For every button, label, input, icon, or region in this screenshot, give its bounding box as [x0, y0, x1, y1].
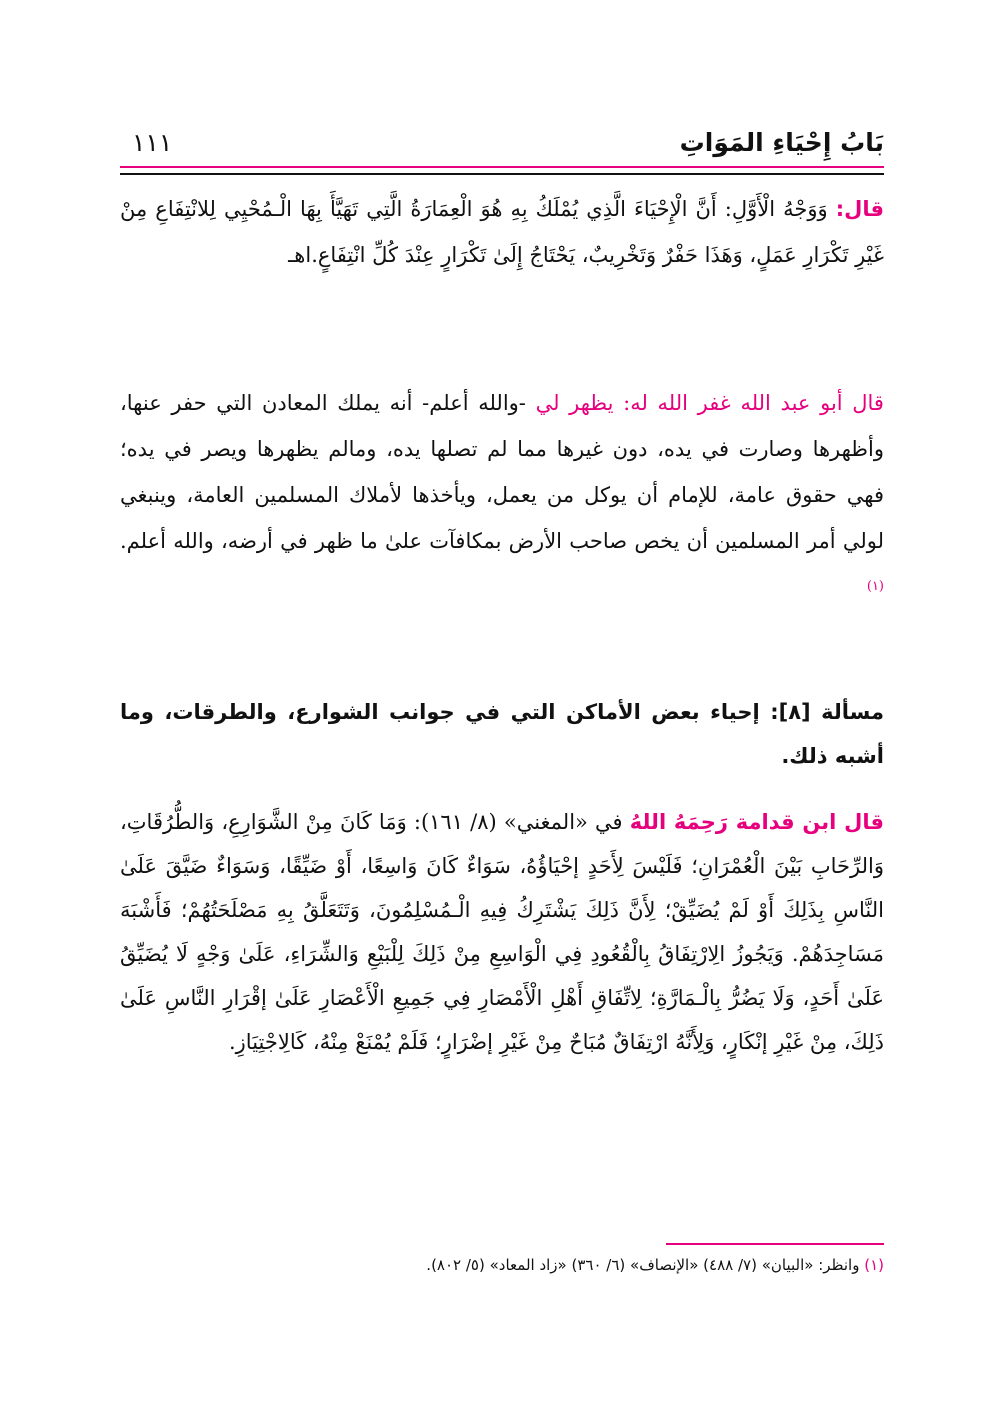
footnote-separator — [666, 1243, 884, 1245]
quote-source-label: قال ابن قدامة رَحِمَهُ اللهُ — [629, 810, 884, 834]
header-rule-black — [120, 173, 884, 175]
chapter-title: بَابُ إِحْيَاءِ المَوَاتِ — [679, 128, 884, 157]
page-header — [120, 122, 884, 170]
paragraph-1 — [120, 186, 884, 278]
question-heading — [120, 690, 884, 778]
question-text: إحياء بعض الأماكن التي في جوانب الشوارع، والطرقات، وما أشبه ذلك. — [120, 700, 884, 768]
paragraph-text: -والله أعلم- أنه يملك المعادن التي حفر عنها، وأظهرها وصارت في يده، دون غيرها مما لم تصلها يده، ومالم يظهرها ويصر في يده؛ فهي حقوق عامة، للإمام أن يوكل من يعمل، ويأخذها لأملاك المسلمين العامة، وينبغي لولي أمر المسلمين أن يخص صاحب الأرض بمكافآت علىٰ ما ظهر في أرضه، والله أعلم. — [120, 391, 884, 553]
author-comment-label: قال أبو عبد الله غفر الله له: يظهر لي — [535, 391, 884, 415]
page-number: ١١١ — [132, 128, 173, 157]
paragraph-2 — [120, 380, 884, 614]
footnote — [120, 1256, 884, 1274]
footnote-ref: (١) — [866, 579, 884, 594]
header-rule-pink — [120, 166, 884, 168]
paragraph-3 — [120, 800, 884, 1064]
speaker-label: قال: — [835, 197, 884, 221]
footnote-number: (١) — [864, 1256, 884, 1274]
footnote-text: وانظر: «البيان» (٧/ ٤٨٨) «الإنصاف» (٦/ ٣٦٠) «زاد المعاد» (٥/ ٨٠٢). — [426, 1256, 860, 1274]
paragraph-text: في «المغني» (٨/ ١٦١): وَمَا كَانَ مِنْ الشَّوَارِعِ، وَالطُّرُقَاتِ، وَالرِّحَابِ بَيْنَ الْعُمْرَانِ؛ فَلَيْسَ لِأَحَدٍ إحْيَاؤُهُ، سَوَاءٌ كَانَ وَاسِعًا، أَوْ ضَيِّقًا، وَسَوَاءٌ ضَيَّقَ عَلَىٰ النَّاسِ بِذَلِكَ أَوْ لَمْ يُضَيِّقْ؛ لِأَنَّ ذَلِكَ يَشْتَرِكُ فِيهِ الْـمُسْلِمُونَ، وَتَتَعَلَّقُ بِهِ مَصْلَحَتُهُمْ؛ فَأَشْبَهَ مَسَاجِدَهُمْ. وَيَجُوزُ الِارْتِفَاقُ بِالْقُعُودِ فِي الْوَاسِعِ مِنْ ذَلِكَ لِلْبَيْعِ وَالشِّرَاءِ، عَلَىٰ وَجْهٍ لَا يُضَيِّقُ عَلَىٰ أَحَدٍ، وَلَا يَضُرُّ بِالْـمَارَّةِ؛ لِاتِّفَاقِ أَهْلِ الْأَمْصَارِ فِي جَمِيعِ الْأَعْصَارِ عَلَىٰ إقْرَارِ النَّاسِ عَلَىٰ ذَلِكَ، مِنْ غَيْرِ إنْكَارٍ، وَلِأَنَّهُ ارْتِفَاقٌ مُبَاحٌ مِنْ غَيْرِ إضْرَارٍ؛ فَلَمْ يُمْنَعْ مِنْهُ، كَالِاجْتِيَازِ. — [120, 810, 884, 1054]
paragraph-text: وَوَجْهُ الْأَوَّلِ: أَنَّ الْإِحْيَاءَ الَّذِي يُمْلَكُ بِهِ هُوَ الْعِمَارَةُ الَّتِي تَهَيَّأَ بِهَا الْـمُحْيِي لِلانْتِفَاعِ مِنْ غَيْرِ تَكْرَارِ عَمَلٍ، وَهَذَا حَفْرٌ وَتَخْرِيبٌ، يَحْتَاجُ إِلَىٰ تَكْرَارٍ عِنْدَ كُلِّ انْتِفَاعٍ.اهـ — [120, 197, 884, 267]
question-label: مسألة [٨]: — [770, 700, 885, 724]
